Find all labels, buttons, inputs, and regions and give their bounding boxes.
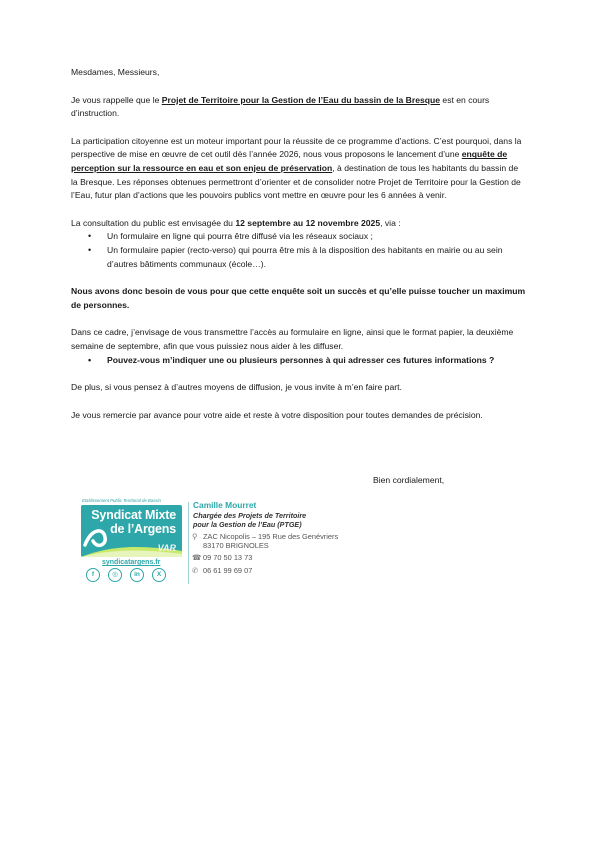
facebook-icon[interactable]: f: [86, 568, 100, 582]
closing: Bien cordialement,: [373, 475, 445, 485]
address-line2: 83170 BRIGNOLES: [203, 541, 269, 550]
paragraph-need-help: Nous avons donc besoin de vous pour que cette enquête soit un succès et qu’elle puisse toucher un maximum de personnes.: [71, 286, 526, 310]
location-pin-icon: ⚲: [192, 532, 198, 541]
list-item: • Un formulaire en ligne qui pourra être diffusé via les réseaux sociaux ;: [71, 230, 527, 244]
phone-mobile-number[interactable]: 06 61 99 69 07: [203, 566, 253, 575]
consultation-dates: 12 septembre au 12 novembre 2025: [235, 217, 381, 228]
salutation: Mesdames, Messieurs,: [71, 67, 160, 77]
list-item: • Pouvez-vous m’indiquer une ou plusieurs personnes à qui adresser ces futures informations ?: [71, 354, 527, 368]
signer-role-line1: Chargée des Projets de Territoire: [193, 511, 307, 520]
consultation-text-post: , via :: [380, 217, 401, 228]
intro-text-pre: Je vous rappelle que le: [71, 94, 162, 105]
survey-emphasis: enquête de perception sur la ressource en eau et son enjeu de préservation: [71, 149, 508, 173]
email-signature: [78, 494, 378, 588]
phone-office: [192, 553, 252, 562]
logo-region: VAR: [157, 543, 176, 553]
logo-caption: Etablissement Public Territorial de Bassin: [82, 498, 161, 503]
signer-name: Camille Mourret: [193, 500, 257, 510]
ptge-project-link[interactable]: Projet de Territoire pour la Gestion de l’Eau du bassin de la Bresque: [161, 94, 441, 105]
consultation-bullet-list: [71, 230, 527, 271]
request-bullet-list: [71, 354, 527, 368]
linkedin-icon[interactable]: in: [130, 568, 144, 582]
paragraph-framework: Dans ce cadre, j’envisage de vous transmettre l’accès au formulaire en ligne, ainsi que le format papier, la deuxième semaine de septembre, afin que vous puissiez nous aider à les diffuser.: [71, 327, 514, 351]
instagram-icon[interactable]: ◎: [108, 568, 122, 582]
website-link[interactable]: syndicatargens.fr: [102, 559, 161, 566]
signer-role-line2: pour la Gestion de l’Eau (PTGE): [193, 520, 302, 529]
participation-text-post: , à destination de tous les habitants du bassin de la Bresque. Les réponses obtenues permettront d’orienter et de consolider notre Projet de Territoire pour la Gestion de l’Eau, futur plan d’actions que les pouvoirs publics vont mettre en œuvre pour les 6 années à venir.: [71, 162, 521, 201]
signature-divider: [188, 502, 189, 584]
letter-body: [71, 66, 527, 422]
participation-text-pre: La participation citoyenne est un moteur important pour la réussite de ce programme d’actions. C’est pourquoi, dans la perspective de mise en œuvre de cet outil dès l’année 2026, nous vous proposons le lancement d’une: [71, 135, 522, 160]
paragraph-consultation: [71, 217, 527, 231]
mobile-phone-icon: ✆: [192, 566, 199, 575]
list-item: • Un formulaire papier (recto-verso) qui pourra être mis à la disposition des habitants en mairie ou au sein d’autres bâtiments communaux (école…).: [71, 244, 527, 271]
phone-office-number[interactable]: 09 70 50 13 73: [203, 553, 253, 562]
paragraph-diffusion: De plus, si vous pensez à d’autres moyens de diffusion, je vous invite à m’en faire part.: [71, 382, 402, 393]
x-icon[interactable]: X: [152, 568, 166, 582]
paragraph-intro: [71, 94, 527, 121]
address-line1: [192, 532, 338, 541]
logo-title-line2: de l’Argens: [110, 522, 176, 536]
address-street: ZAC Nicopolis – 195 Rue des Genévriers: [203, 532, 339, 541]
paragraph-thanks: Je vous remercie par avance pour votre aide et reste à votre disposition pour toutes demandes de précision.: [71, 409, 483, 420]
paragraph-participation: [71, 135, 527, 203]
syndicat-logo: [81, 505, 182, 557]
logo-title-line1: Syndicat Mixte: [91, 508, 176, 522]
consultation-text-pre: La consultation du public est envisagée du: [71, 217, 236, 228]
phone-mobile: [192, 566, 252, 575]
intro-text-post: est en cours d’instruction.: [71, 94, 490, 119]
telephone-icon: ☎: [192, 553, 202, 562]
